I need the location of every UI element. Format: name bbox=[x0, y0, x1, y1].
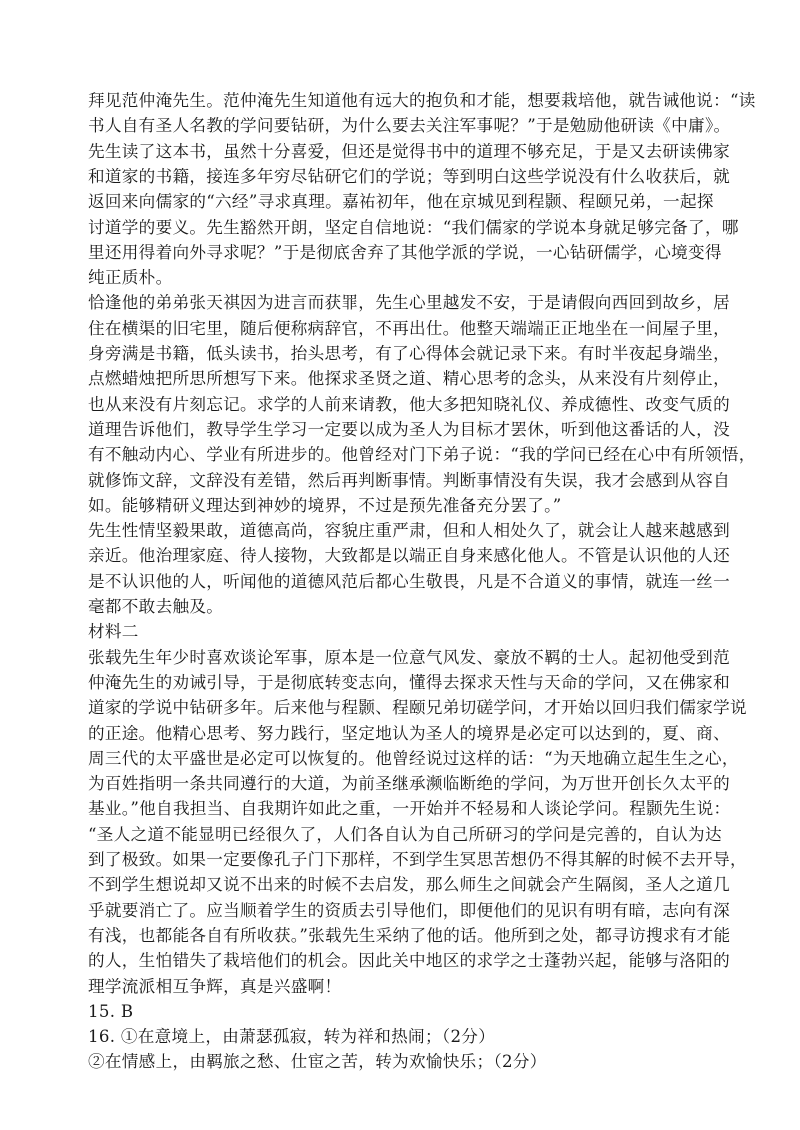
text-line: 住在横渠的旧宅里，随后便称病辞官，不再出仕。他整天端端正正地坐在一间屋子里， bbox=[88, 318, 730, 338]
text-line: 不到学生想说却又说不出来的时候不去启发，那么师生之间就会产生隔阂，圣人之道几 bbox=[88, 875, 730, 895]
text-line: 到了极致。如果一定要像孔子门下那样，不到学生冥思苦想仍不得其解的时候不去开导， bbox=[88, 850, 747, 869]
text-line: 身旁满是书籍，低头读书，抬头思考，有了心得体会就记录下来。有时半夜起身端坐， bbox=[88, 344, 730, 363]
text-line: 仲淹先生的劝诫引导，于是彻底转变志向，懂得去探求天性与天命的学问，又在佛家和 bbox=[88, 672, 730, 692]
text-line: 的正途。他精心思考、努力践行，坚定地认为圣人的境界是必定可以达到的，夏、商、 bbox=[88, 723, 730, 743]
text-line: 点燃蜡烛把所思所想写下来。他探求圣贤之道、精心思考的念头，从来没有片刻停止， bbox=[88, 369, 730, 389]
text-line: 为百姓指明一条共同遵行的大道，为前圣继承濒临断绝的学问，为万世开创长久太平的 bbox=[88, 774, 730, 794]
text-line: 乎就要消亡了。应当顺着学生的资质去引导他们，即便他们的见识有明有暗，志向有深 bbox=[88, 900, 730, 920]
text-line: 和道家的书籍，接连多年穷尽钻研它们的学说；等到明白这些学说没有什么收获后，就 bbox=[88, 166, 730, 186]
text-line: 是不认识他的人，听闻他的道德风范后都心生敬畏，凡是不合道义的事情，就连一丝一 bbox=[88, 571, 730, 591]
text-line: 周三代的太平盛世是必定可以恢复的。他曾经说过这样的话：“为天地确立起生生之心， bbox=[88, 748, 739, 768]
text-line: 如。能够精研义理达到神妙的境界，不过是预先准备充分罢了。” bbox=[88, 495, 562, 515]
text-line: 讨道学的要义。先生豁然开朗，坚定自信地说：“我们儒家的学说本身就足够完备了，哪 bbox=[88, 217, 739, 237]
text-line: 道家的学说中钻研多年。后来他与程颢、程颐兄弟切磋学问，才开始以回归我们儒家学说 bbox=[88, 698, 747, 718]
text-line: 基业。”他自我担当、自我期许如此之重，一开始并不轻易和人谈论学问。程颢先生说： bbox=[88, 799, 731, 819]
text-line: 里还用得着向外寻求呢？”于是彻底舍弃了其他学派的学说，一心钻研儒学，心境变得 bbox=[88, 242, 722, 262]
text-line: 材料二 bbox=[88, 622, 139, 642]
text-line: 亲近。他治理家庭、待人接物，大致都是以端正自身来感化他人。不管是认识他的人还 bbox=[88, 546, 730, 566]
text-line: “圣人之道不能显明已经很久了，人们各自认为自己所研习的学问是完善的，自认为达 bbox=[88, 824, 722, 844]
text-line: ②在情感上，由羁旅之愁、仕宦之苦，转为欢愉快乐；（2分） bbox=[88, 1052, 547, 1072]
text-line: 恰逢他的弟弟张天祺因为进言而获罪，先生心里越发不安，于是请假向西回到故乡，居 bbox=[88, 293, 730, 313]
text-line: 有浅，也都能各自有所收获。”张载先生采纳了他的话。他所到之处，都寻访搜求有才能 bbox=[88, 925, 731, 945]
text-line: 15. B bbox=[88, 1001, 134, 1021]
text-line: 也从来没有片刻忘记。求学的人前来请教，他大多把知晓礼仪、养成德性、改变气质的 bbox=[88, 394, 730, 414]
text-line: 张载先生年少时喜欢谈论军事，原本是一位意气风发、豪放不羁的士人。起初他受到范 bbox=[88, 647, 730, 667]
text-line: 就修饰文辞，文辞没有差错，然后再判断事情。判断事情没有失误，我才会感到从容自 bbox=[88, 470, 730, 490]
text-line: 先生性情坚毅果敢，道德高尚，容貌庄重严肃，但和人相处久了，就会让人越来越感到 bbox=[88, 521, 730, 541]
text-line: 先生读了这本书，虽然十分喜爱，但还是觉得书中的道理不够充足，于是又去研读佛家 bbox=[88, 141, 730, 161]
text-line: 纯正质朴。 bbox=[88, 268, 173, 288]
text-line: 16. ①在意境上，由萧瑟孤寂，转为祥和热闹；（2分） bbox=[88, 1027, 496, 1047]
text-line: 理学流派相互争辉，真是兴盛啊！ bbox=[88, 976, 342, 996]
text-line: 书人自有圣人名教的学问要钻研，为什么要去关注军事呢？”于是勉励他研读《中庸》。 bbox=[88, 116, 731, 136]
text-line: 毫都不敢去触及。 bbox=[88, 597, 224, 616]
text-line: 道理告诉他们，教导学生学习一定要以成为圣人为目标才罢休，听到他这番话的人，没 bbox=[88, 419, 730, 439]
text-line: 有不触动内心、学业有所进步的。他曾经对门下弟子说：“我的学问已经在心中有所领悟， bbox=[88, 445, 756, 465]
text-line: 拜见范仲淹先生。范仲淹先生知道他有远大的抱负和才能，想要栽培他，就告诫他说：“读 bbox=[88, 91, 756, 110]
text-line: 的人，生怕错失了栽培他们的机会。因此关中地区的求学之士蓬勃兴起，能够与洛阳的 bbox=[88, 951, 730, 971]
text-line: 返回来向儒家的“六经”寻求真理。嘉祐初年，他在京城见到程颢、程颐兄弟，一起探 bbox=[88, 192, 714, 212]
